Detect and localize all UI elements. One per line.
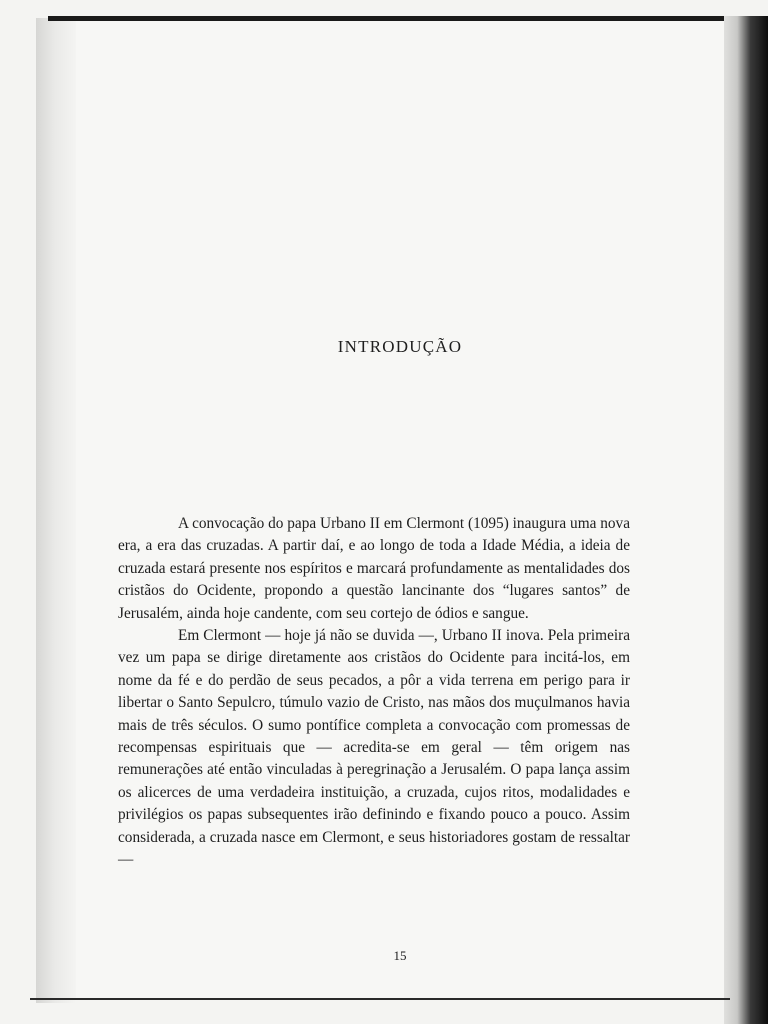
scan-left-shadow (36, 18, 76, 1003)
page-number: 15 (393, 948, 407, 963)
book-page (76, 21, 724, 998)
paragraph: A convocação do papa Urbano II em Clermont (1095) inaugura uma nova era, a era das cruzadas. A partir daí, e ao longo de toda a Idade Média, a ideia de cruzada estará presente nos espíritos e marcará profundamente as mentalidades dos cristãos do Ocidente, propondo a questão lancinante dos “lugares santos” de Jerusalém, ainda hoje candente, com seu cortejo de ódios e sangue. (118, 515, 630, 622)
paragraph: Em Clermont — hoje já não se duvida —, Urbano II inova. Pela primeira vez um papa se dirige diretamente aos cristãos do Ocidente para incitá-los, em nome da fé e do perdão de seus pecados, a pôr a vida terrena em perigo para ir libertar o Santo Sepulcro, túmulo vazio de Cristo, nas mãos dos muçulmanos havia mais de três séculos. O sumo pontífice completa a convocação com promessas de recompensas espirituais que — acredita-se em geral — têm origem nas remunerações até então vinculadas à peregrinação a Jerusalém. O papa lança assim os alicerces de uma verdadeira instituição, a cruzada, cujos ritos, modalidades e privilégios os papas subsequentes irão definindo e fixando pouco a pouco. Assim considerada, a cruzada nasce em Clermont, e seus historiadores gostam de ressaltar — (118, 627, 630, 869)
scan-bottom-rule (30, 998, 730, 1000)
scan-right-edge (724, 16, 768, 1024)
chapter-title: INTRODUÇÃO (337, 337, 463, 356)
body-text (118, 513, 630, 872)
